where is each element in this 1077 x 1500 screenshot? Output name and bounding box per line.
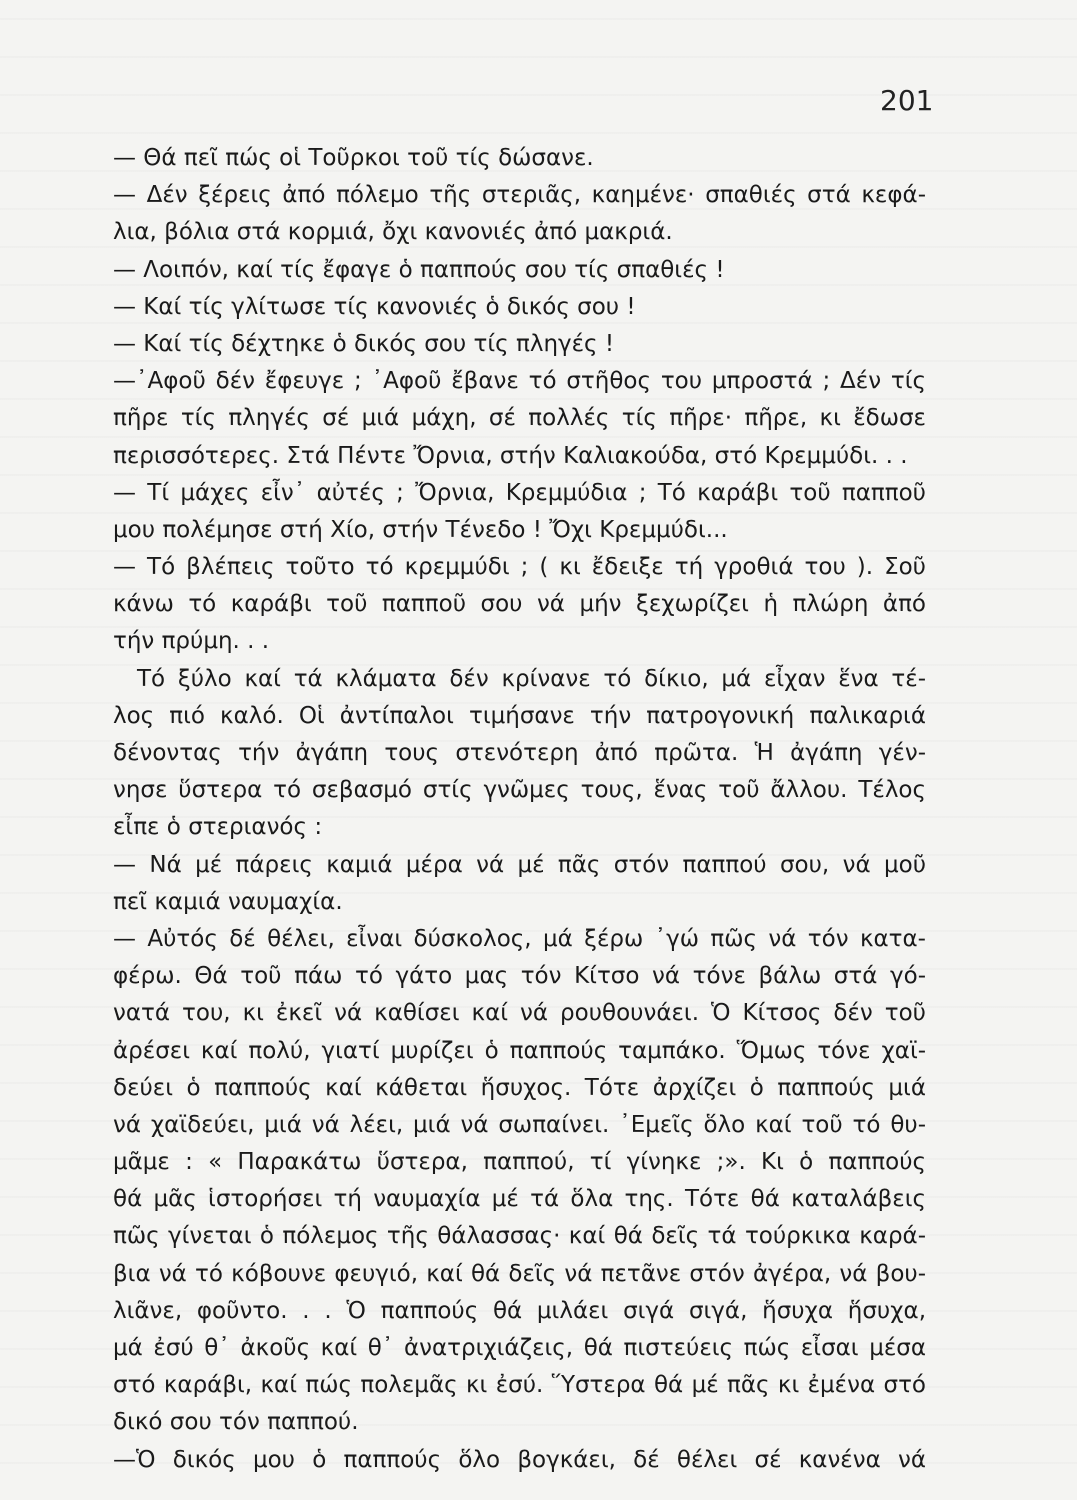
text-line: θά μᾶς ἱστορήσει τή ναυμαχία μέ τά ὅλα της. Τότε θά καταλάβεις <box>113 1186 926 1213</box>
text-line: δένοντας τήν ἀγάπη τους στενότερη ἀπό πρῶτα. Ἡ ἀγάπη γέν- <box>113 740 926 766</box>
text-line: δικό σου τόν παππού. <box>113 1409 359 1436</box>
text-line: —Ὁ δικός μου ὁ παππούς ὅλο βογκάει, δέ θέλει σέ κανένα νά <box>113 1446 926 1473</box>
text-line: μά ἐσύ θ᾿ ἀκοῦς καί θ᾿ ἀνατριχιάζεις, θά πιστεύεις πώς εἶσαι μέσα <box>113 1335 926 1361</box>
text-line: —᾿Αφοῦ δέν ἔφευγε ; ᾿Αφοῦ ἔβανε τό στῆθος του μπροστά ; Δέν τίς <box>113 368 926 395</box>
text-line: τήν πρύμη. . . <box>113 628 270 655</box>
text-line: — Καί τίς γλίτωσε τίς κανονιές ὁ δικός σου ! <box>113 293 636 320</box>
text-line: νησε ὕστερα τό σεβασμό στίς γνῶμες τους, ἕνας τοῦ ἄλλου. Τέλος <box>113 777 926 804</box>
text-line: — Δέν ξέρεις ἀπό πόλεμο τῆς στεριᾶς, καημένε· σπαθιές στά κεφά- <box>113 182 926 209</box>
text-line: λια, βόλια στά κορμιά, ὄχι κανονιές ἀπό μακριά. <box>113 219 673 246</box>
text-line: πῆρε τίς πληγές σέ μιά μάχη, σέ πολλές τίς πῆρε· πῆρε, κι ἔδωσε <box>113 405 926 432</box>
text-line: λος πιό καλό. Οἱ ἀντίπαλοι τιμήσανε τήν πατρογονική παλικαριά <box>113 702 926 729</box>
text-line: λιᾶνε, φοῦντο. . . Ὁ παππούς θά μιλάει σιγά σιγά, ἥσυχα ἥσυχα, <box>113 1297 926 1324</box>
text-line: μου πολέμησε στή Χίο, στήν Τένεδο ! Ὄχι Κρεμμύδι... <box>113 516 728 543</box>
text-line: — Νά μέ πάρεις καμιά μέρα νά μέ πᾶς στόν παππού σου, νά μοῦ <box>113 851 926 878</box>
text-line: ἀρέσει καί πολύ, γιατί μυρίζει ὁ παππούς ταμπάκο. Ὅμως τόνε χαϊ- <box>113 1037 926 1064</box>
text-line: — Αὐτός δέ θέλει, εἶναι δύσκολος, μά ξέρω ᾿γώ πῶς νά τόν κατα- <box>113 925 926 952</box>
text-line: στό καράβι, καί πώς πολεμᾶς κι ἐσύ. Ὕστερα θά μέ πᾶς κι ἐμένα στό <box>113 1372 926 1399</box>
text-line: — Τί μάχες εἶν᾿ αὐτές ; Ὄρνια, Κρεμμύδια ; Τό καράβι τοῦ παπποῦ <box>113 479 926 506</box>
text-line: κάνω τό καράβι τοῦ παπποῦ σου νά μήν ξεχωρίζει ἡ πλώρη ἀπό <box>113 591 926 618</box>
body-text <box>113 140 926 1479</box>
text-line: — Λοιπόν, καί τίς ἔφαγε ὁ παππούς σου τίς σπαθιές ! <box>113 256 725 283</box>
text-line: — Τό βλέπεις τοῦτο τό κρεμμύδι ; ( κι ἔδειξε τή γροθιά του ). Σοῦ <box>113 554 926 581</box>
text-line: εἶπε ὁ στεριανός : <box>113 814 323 841</box>
text-line: νατά του, κι ἐκεῖ νά καθίσει καί νά ρουθουνάει. Ὁ Κίτσος δέν τοῦ <box>113 1000 926 1027</box>
text-line: περισσότερες. Στά Πέντε Ὄρνια, στήν Καλιακούδα, στό Κρεμμύδι. . . <box>113 442 908 469</box>
text-line: πεῖ καμιά ναυμαχία. <box>113 888 343 915</box>
text-line: φέρω. Θά τοῦ πάω τό γάτο μας τόν Κίτσο νά τόνε βάλω στά γό- <box>113 963 926 990</box>
text-line: δεύει ὁ παππούς καί κάθεται ἥσυχος. Τότε ἀρχίζει ὁ παππούς μιά <box>113 1074 926 1101</box>
text-line: — Θά πεῖ πώς οἱ Τοῦρκοι τοῦ τίς δώσανε. <box>113 145 594 171</box>
text-line: Τό ξύλο καί τά κλάματα δέν κρίνανε τό δίκιο, μά εἶχαν ἕνα τέ- <box>137 665 926 692</box>
page-number: 201 <box>880 84 934 117</box>
text-line: νά χαϊδεύει, μιά νά λέει, μιά νά σωπαίνει. ᾿Εμεῖς ὅλο καί τοῦ τό θυ- <box>113 1111 926 1138</box>
text-line: βια νά τό κόβουνε φευγιό, καί θά δεῖς νά πετᾶνε στόν ἀγέρα, νά βου- <box>113 1260 926 1287</box>
text-line: πῶς γίνεται ὁ πόλεμος τῆς θάλασσας· καί θά δεῖς τά τούρκικα καρά- <box>113 1223 926 1250</box>
text-line: — Καί τίς δέχτηκε ὁ δικός σου τίς πληγές ! <box>113 330 615 357</box>
text-line: μᾶμε : « Παρακάτω ὕστερα, παππού, τί γίνηκε ;». Κι ὁ παππούς <box>113 1149 926 1176</box>
